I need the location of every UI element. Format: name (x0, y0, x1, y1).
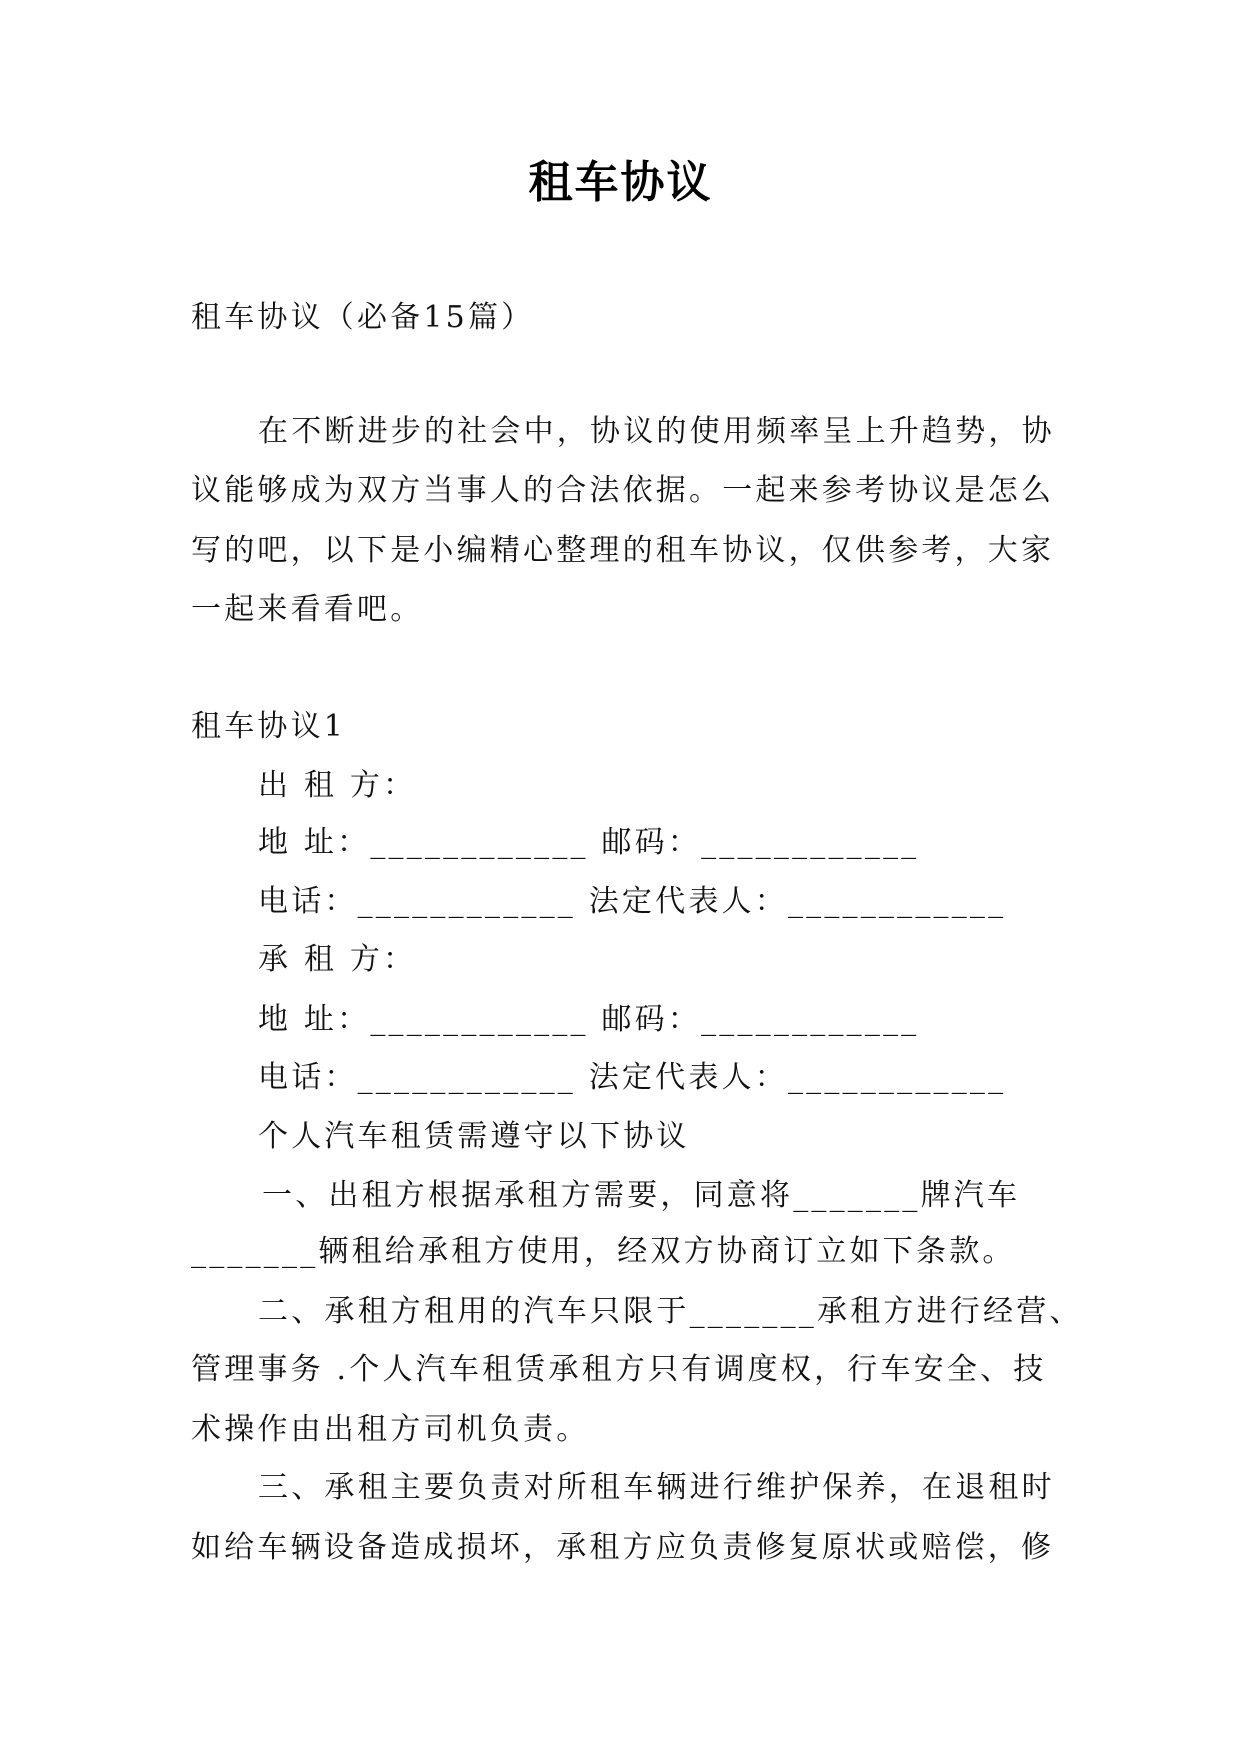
intro-paragraph-line: 写的吧，以下是小编精心整理的租车协议，仅供参考，大家 (191, 533, 1055, 568)
document-subtitle: 租车协议（必备15篇） (191, 300, 535, 335)
lessor-label: 出 租 方： (258, 768, 417, 803)
clause-1-line: 一、出租方根据承租方需要，同意将_______牌汽车 (262, 1178, 1021, 1213)
clause-2-line: 管理事务 .个人汽车租赁承租方只有调度权，行车安全、技 (191, 1352, 1047, 1387)
intro-paragraph-line: 在不断进步的社会中，协议的使用频率呈上升趋势，协 (258, 414, 1055, 449)
lessor-address-line: 地 址：____________ 邮码：____________ (258, 825, 920, 860)
lessee-label: 承 租 方： (258, 942, 417, 977)
document-title: 租车协议 (528, 157, 713, 208)
clause-1-line: _______辆租给承租方使用，经双方协商订立如下条款。 (191, 1234, 1016, 1269)
clause-2-line: 术操作由出租方司机负责。 (191, 1412, 590, 1447)
lessee-address-line: 地 址：____________ 邮码：____________ (258, 1002, 920, 1037)
intro-paragraph-line: 议能够成为双方当事人的合法依据。一起来参考协议是怎么 (191, 473, 1055, 508)
agreement-preamble: 个人汽车租赁需遵守以下协议 (258, 1119, 690, 1154)
clause-3-line: 三、承租主要负责对所租车辆进行维护保养，在退租时 (258, 1470, 1055, 1505)
lessor-phone-line: 电话：____________ 法定代表人：____________ (258, 884, 1007, 919)
section-heading: 租车协议1 (191, 709, 347, 744)
intro-paragraph-line: 一起来看看吧。 (191, 592, 424, 627)
lessee-phone-line: 电话：____________ 法定代表人：____________ (258, 1060, 1007, 1095)
clause-2-line: 二、承租方租用的汽车只限于_______承租方进行经营、 (258, 1294, 1083, 1329)
clause-3-line: 如给车辆设备造成损坏，承租方应负责修复原状或赔偿，修 (191, 1530, 1055, 1565)
